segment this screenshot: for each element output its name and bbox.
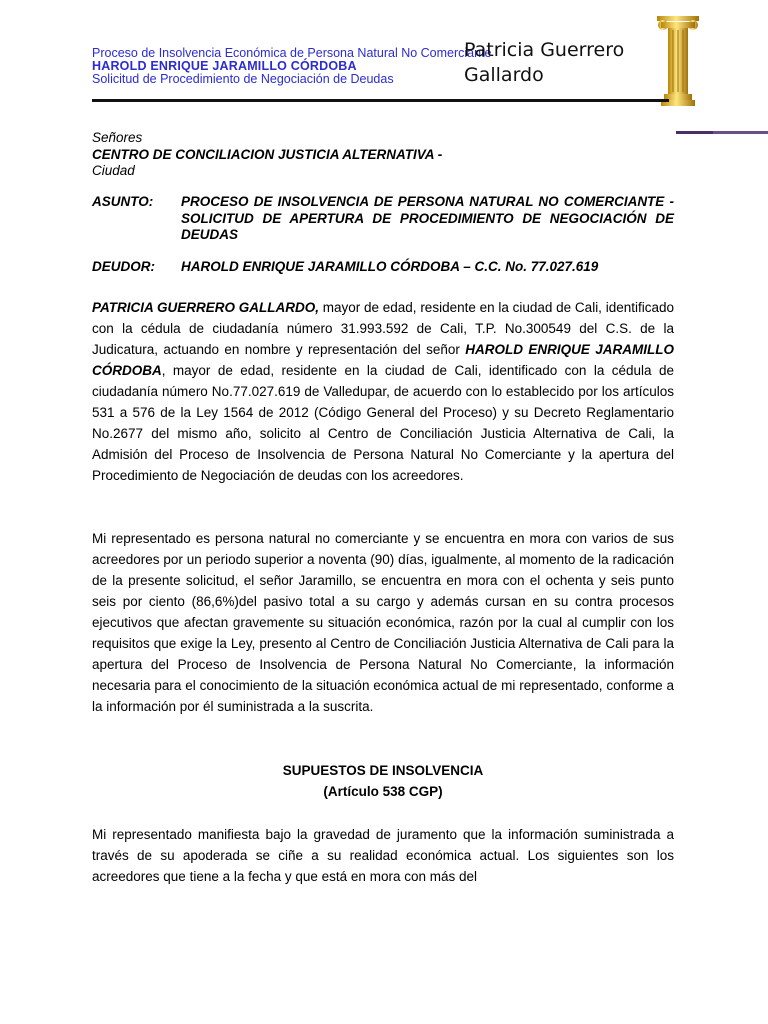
header-author-name	[464, 38, 624, 88]
ionic-column-icon	[655, 14, 701, 108]
paragraph-default-status: Mi representado es persona natural no comerciante y se encuentra en mora con varios de sus acreedores por un periodo superior a noventa (90) días, igualmente, al momento de la radicación de la presente solicitud, el señor Jaramillo, se encuentra en mora con el ochenta y seis punto seis por ciento (86,6%)del pasivo total a su cargo y además cursan en su contra procesos ejecutivos que afectan gravemente su situación económica, razón por la cual al cumplir con los requisitos que exige la Ley, presento al Centro de Conciliación Justicia Alternativa de Cali para la apertura del Proceso de Insolvencia de Persona Natural No Comerciante, la información necesaria para el conocimiento de la situación económica actual de mi representado, conforme a la información por él suministrada a la suscrita.	[92, 531, 674, 714]
accent-bar	[676, 131, 768, 134]
addressee-block	[92, 130, 442, 180]
paragraph1-text-a: mayor de edad, residente en la ciudad de Cali, identificado con la cédula de ciudadanía número 31.993.592 de Cali, T.P. No.300549 del C.S. de la Judicatura, actuando en nombre y representación del señor	[92, 300, 674, 357]
section-subtitle: (Artículo 538 CGP)	[323, 784, 443, 799]
subject-row	[92, 194, 674, 244]
header-process-line: Proceso de Insolvencia Económica de Persona Natural No Comerciante	[92, 46, 492, 60]
paragraph-representation	[92, 297, 674, 486]
subject-text: PROCESO DE INSOLVENCIA DE PERSONA NATURAL NO COMERCIANTE - SOLICITUD DE APERTURA DE PROCEDIMIENTO DE NEGOCIACIÓN DE DEUDAS	[181, 194, 674, 242]
paragraph1-text-b: , mayor de edad, residente en la ciudad de Cali, identificado con la cédula de ciudadanía número No.77.027.619 de Valledupar, de acuerdo con lo establecido por los artículos 531 a 576 de la Ley 1564 de 2012 (Código General del Proceso) y su Decreto Reglamentario No.2677 del mismo año, solicito al Centro de Conciliación Justicia Alternativa de Cali, la Admisión del Proceso de Insolvencia de Persona Natural No Comerciante y la apertura del Procedimiento de Negociación de deudas con los acreedores.	[92, 363, 674, 483]
debtor-text: HAROLD ENRIQUE JARAMILLO CÓRDOBA – C.C. No. 77.027.619	[181, 259, 599, 274]
header-procedure-line: Solicitud de Procedimiento de Negociación de Deudas	[92, 72, 394, 86]
header-client-line: HAROLD ENRIQUE JARAMILLO CÓRDOBA	[92, 59, 357, 73]
client-name: HAROLD ENRIQUE JARAMILLO CÓRDOBA	[92, 342, 674, 378]
salutation: Señores	[92, 130, 143, 145]
addressee-entity: CENTRO DE CONCILIACION JUSTICIA ALTERNATIVA -	[92, 146, 443, 162]
author-first-line: Patricia Guerrero	[464, 39, 625, 61]
attorney-name: PATRICIA GUERRERO GALLARDO,	[92, 300, 319, 315]
author-last-line: Gallardo	[464, 64, 544, 86]
paragraph-creditors-intro: Mi representado manifiesta bajo la gravedad de juramento que la información suministrada a través de su apoderada se ciñe a su realidad económica actual. Los siguientes son los acreedores que tiene a la fecha y que está en mora con más del	[92, 827, 674, 884]
subject-label: ASUNTO:	[92, 194, 154, 209]
debtor-label: DEUDOR:	[92, 259, 155, 274]
header-divider	[92, 99, 669, 102]
addressee-city: Ciudad	[92, 163, 135, 178]
section-title: SUPUESTOS DE INSOLVENCIA	[282, 763, 484, 778]
debtor-row	[92, 259, 674, 276]
